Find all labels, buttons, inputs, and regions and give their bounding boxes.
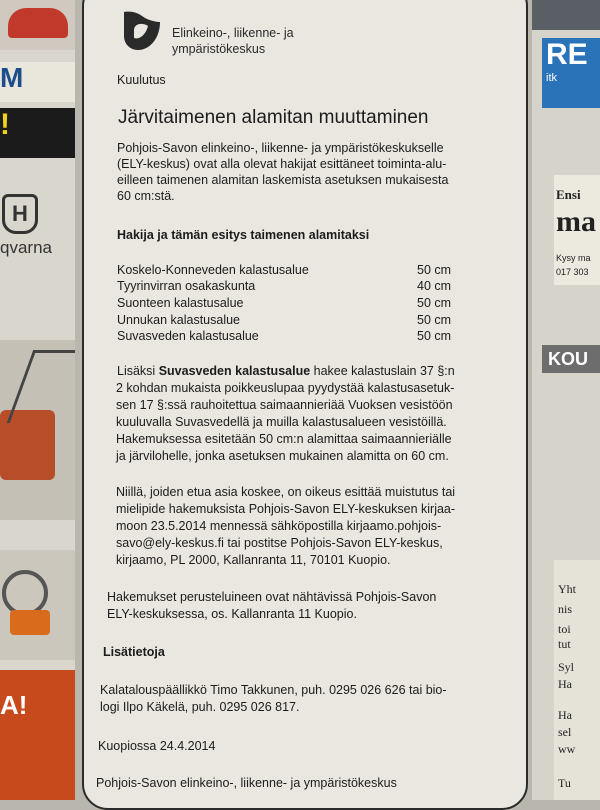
extra-para-bold: Suvasveden kalastusalue [158, 364, 311, 378]
extra-para-line: ja järvilohelle, jonka asetuksen mukainen alamitta on 60 cm. [116, 449, 449, 463]
applicants-heading: Hakija ja tämän esitys taimenen alamitaksi [117, 228, 370, 242]
notice-type: Kuulutus [117, 73, 166, 87]
husqvarna-wordmark: qvarna [0, 238, 52, 257]
lawn-mower-image [0, 340, 75, 520]
ma-text: ma [556, 205, 596, 238]
extra-para-prefix: Lisäksi [117, 364, 159, 378]
applicant-size: 50 cm [417, 329, 452, 343]
signature: Pohjois-Savon elinkeino-, liikenne- ja ympäristökeskus [96, 776, 397, 790]
col-line: sel [558, 725, 572, 739]
applicant-name: Unnukan kalastusalue [117, 313, 240, 327]
left-sale-banner [0, 670, 75, 800]
extra-para-line: 2 kohdan mukaista poikkeuslupaa pyydystää kalastusasetuk- [116, 381, 455, 395]
applicant-name: Tyyrinvirran osakaskunta [117, 279, 256, 293]
applicant-name: Suvasveden kalastusalue [117, 329, 259, 343]
org-name-line-2: ympäristökeskus [172, 42, 266, 56]
col-line: ww [558, 742, 576, 756]
car-ad-image [0, 0, 75, 50]
applicant-size: 50 cm [417, 263, 452, 277]
col-line: tut [558, 637, 571, 651]
intro-line: Pohjois-Savon elinkeino-, liikenne- ja ympäristökeskukselle [117, 141, 444, 155]
col-line: nis [558, 602, 573, 616]
extra-para-line: Hakemuksessa esitetään 50 cm:n alamittaa saimaannieriälle [116, 432, 452, 446]
extra-para-line: kuuluvalla Suvasvedellä ja muilla kalastusalueen vesistöillä. [116, 415, 447, 429]
phone-text: 017 303 [556, 267, 589, 277]
right-ad-itk: itk [546, 72, 557, 84]
kysy-text: Kysy ma [556, 253, 591, 263]
husqvarna-logo-icon: H [2, 194, 38, 234]
col-line: Tu [558, 776, 571, 790]
col-line: Syl [558, 660, 575, 674]
left-ad-letter: M [0, 62, 75, 102]
extra-para-line: sen 17 §:ssä rauhoitettua saimaannieriää Vuoksen vesistöön [116, 398, 453, 412]
extra-para-line-1 [117, 364, 455, 378]
right-ad-banner [542, 38, 600, 108]
koulu-banner: KOU [542, 345, 600, 373]
right-neighbor-ads [532, 0, 600, 800]
ensi-text: Ensi [556, 187, 581, 202]
col-line: Ha [558, 708, 572, 722]
col-line: Yht [558, 582, 576, 596]
husqvarna-ad [0, 190, 75, 270]
applicant-name: Suonteen kalastusalue [117, 296, 244, 310]
trimmer-image [0, 550, 75, 660]
col-line: toi [558, 622, 571, 636]
extra-para-rest: hakee kalastuslain 37 §:n [310, 364, 455, 378]
right-ad-re: RE [546, 38, 588, 71]
contact-line: Kalatalouspäällikkö Timo Takkunen, puh. 0295 026 626 tai bio- [100, 683, 447, 697]
left-ad-exclaim: ! [0, 108, 75, 158]
rights-line: moon 23.5.2014 mennessä sähköpostilla kirjaamo.pohjois- [116, 519, 442, 533]
applicant-size: 50 cm [417, 313, 452, 327]
rights-line: Niillä, joiden etua asia koskee, on oikeus esittää muistutus tai [116, 485, 456, 499]
col-line: Ha [558, 677, 572, 691]
intro-line: 60 cm:stä. [117, 189, 175, 203]
contact-line: logi Ilpo Käkelä, puh. 0295 026 817. [100, 700, 300, 714]
rights-line: kirjaamo, PL 2000, Kallanranta 11, 70101 Kuopio. [116, 553, 391, 567]
right-article-column [554, 560, 600, 800]
availability-line: Hakemukset perusteluineen ovat nähtävissä Pohjois-Savon [107, 590, 437, 604]
place-date: Kuopiossa 24.4.2014 [98, 739, 216, 753]
applicant-size: 40 cm [417, 279, 452, 293]
org-name-line-1: Elinkeino-, liikenne- ja [172, 26, 294, 40]
applicant-size: 50 cm [417, 296, 452, 310]
notice-title: Järvitaimenen alamitan muuttaminen [118, 107, 429, 128]
applicant-name: Koskelo-Konneveden kalastusalue [117, 263, 309, 277]
more-info-heading: Lisätietoja [103, 645, 165, 659]
intro-line: (ELY-keskus) ovat alla olevat hakijat esittäneet toiminta-alu- [117, 157, 447, 171]
availability-line: ELY-keskuksessa, os. Kallanranta 11 Kuopio. [107, 607, 357, 621]
ensi-ad [554, 175, 600, 285]
tyres-image [532, 0, 600, 30]
sale-text: A! [0, 690, 28, 720]
ely-logo-icon [120, 8, 164, 54]
rights-line: savo@ely-keskus.fi tai postitse Pohjois-Savon ELY-keskus, [116, 536, 443, 550]
intro-line: eilleen taimenen alamitan laskemista asetuksen mukaisesta [117, 173, 449, 187]
left-neighbor-ads [0, 0, 75, 800]
rights-line: mielipide hakemuksista Pohjois-Savon ELY-keskuksen kirjaa- [116, 502, 456, 516]
